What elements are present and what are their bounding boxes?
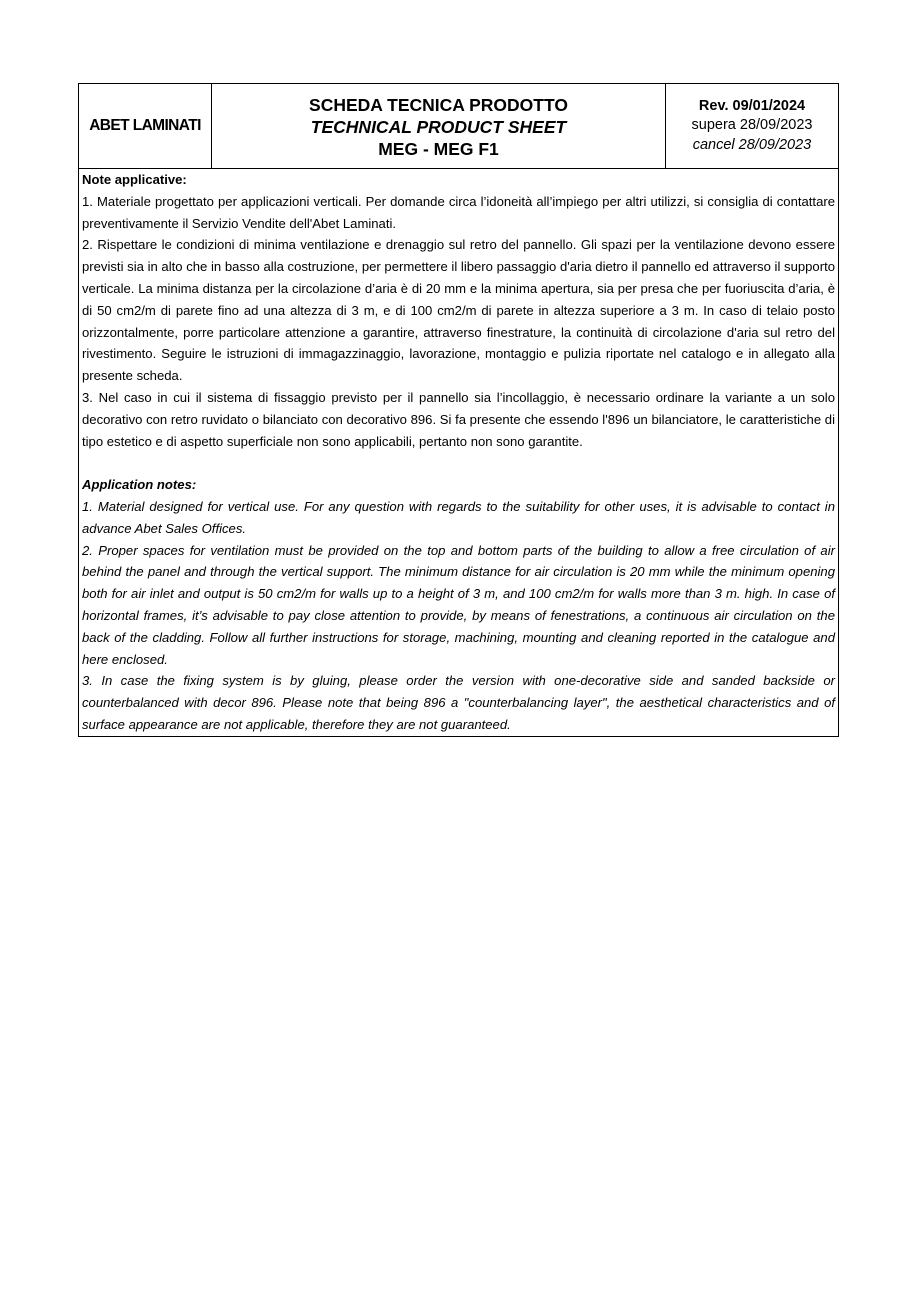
supersedes-english: cancel 28/09/2023 xyxy=(692,136,812,153)
notes-italian-section xyxy=(82,169,835,452)
revision-date: Rev. 09/01/2024 xyxy=(698,97,806,114)
notes-english-title: Application notes: xyxy=(82,477,197,493)
note-english-3: 3. In case the fixing system is by gluing, please order the version with one-decorative side and sanded backside or counterbalanced with decor 896. Please note that being 896 a "counterbalancing layer", the aesthetical characteristics and of surface appearance are not applicable, therefore they are not guaranteed. xyxy=(82,673,835,732)
notes-english-section xyxy=(82,474,835,736)
note-italian-2: 2. Rispettare le condizioni di minima ventilazione e drenaggio sul retro del pannello. Gli spazi per la ventilazione devono essere previsti sia in alto che in basso alla costruzione, per permettere il libero passaggio d'aria dietro il pannello ed attraverso il supporto verticale. La minima distanza per la circolazione d’aria è di 20 mm e la minima apertura, sia per presa che per fuoriuscita d’aria, è di 50 cm2/m di parete fino ad una altezza di 3 m, e di 100 cm2/m di parete in altezza superiore a 3 m. In caso di telaio posto orizzontalmente, porre particolare attenzione a garantire, attraverso finestrature, la continuità di circolazione d'aria sul retro del rivestimento. Seguire le istruzioni di immagazzinaggio, lavorazione, montaggio e pulizia riportate nel catalogo e in allegato alla presente scheda. xyxy=(82,237,835,384)
supersedes-italian: supera 28/09/2023 xyxy=(691,117,813,134)
note-italian-1: 1. Materiale progettato per applicazioni verticali. Per domande circa l’idoneità all’impiego per altri utilizzi, si consiglia di contattare preventivamente il Servizio Vendite dell'Abet Laminati. xyxy=(82,193,835,231)
note-english-1: 1. Material designed for vertical use. For any question with regards to the suitability for other uses, it is advisable to contact in advance Abet Sales Offices. xyxy=(82,498,835,536)
product-name: MEG - MEG F1 xyxy=(378,138,499,159)
note-english-2: 2. Proper spaces for ventilation must be provided on the top and bottom parts of the building to allow a free circulation of air behind the panel and through the vertical support. The minimum distance for air circulation is 20 mm while the minimum opening both for air inlet and output is 50 cm2/m for walls up to a height of 3 m, and 100 cm2/m for walls more than 3 m. high. In case of horizontal frames, it’s advisable to pay close attention to provide, by means of fenestrations, a continuous air circulation on the back of the cladding. Follow all further instructions for storage, machining, mounting and cleaning reported in the catalogue and here enclosed. xyxy=(82,542,835,667)
title-italian: SCHEDA TECNICA PRODOTTO xyxy=(309,94,568,115)
section-spacer xyxy=(82,452,835,474)
sheet-body xyxy=(79,169,838,736)
sheet-header xyxy=(79,84,838,169)
note-italian-3: 3. Nel caso in cui il sistema di fissaggio previsto per il pannello sia l’incollaggio, è necessario ordinare la variante a un solo decorativo con retro ruvidato o bilanciato con decorativo 896. Si fa presente che essendo l'896 un bilanciatore, le caratteristiche di tipo estetico e di aspetto superficiale non sono applicabili, pertanto non sono garantite. xyxy=(82,389,835,449)
notes-italian-title: Note applicative: xyxy=(82,172,187,187)
title-cell xyxy=(212,84,666,168)
company-logo: ABET LAMINATI xyxy=(89,117,201,134)
revision-cell xyxy=(666,84,838,168)
title-english: TECHNICAL PRODUCT SHEET xyxy=(310,116,567,137)
logo-cell xyxy=(79,84,212,168)
technical-sheet xyxy=(78,83,839,737)
